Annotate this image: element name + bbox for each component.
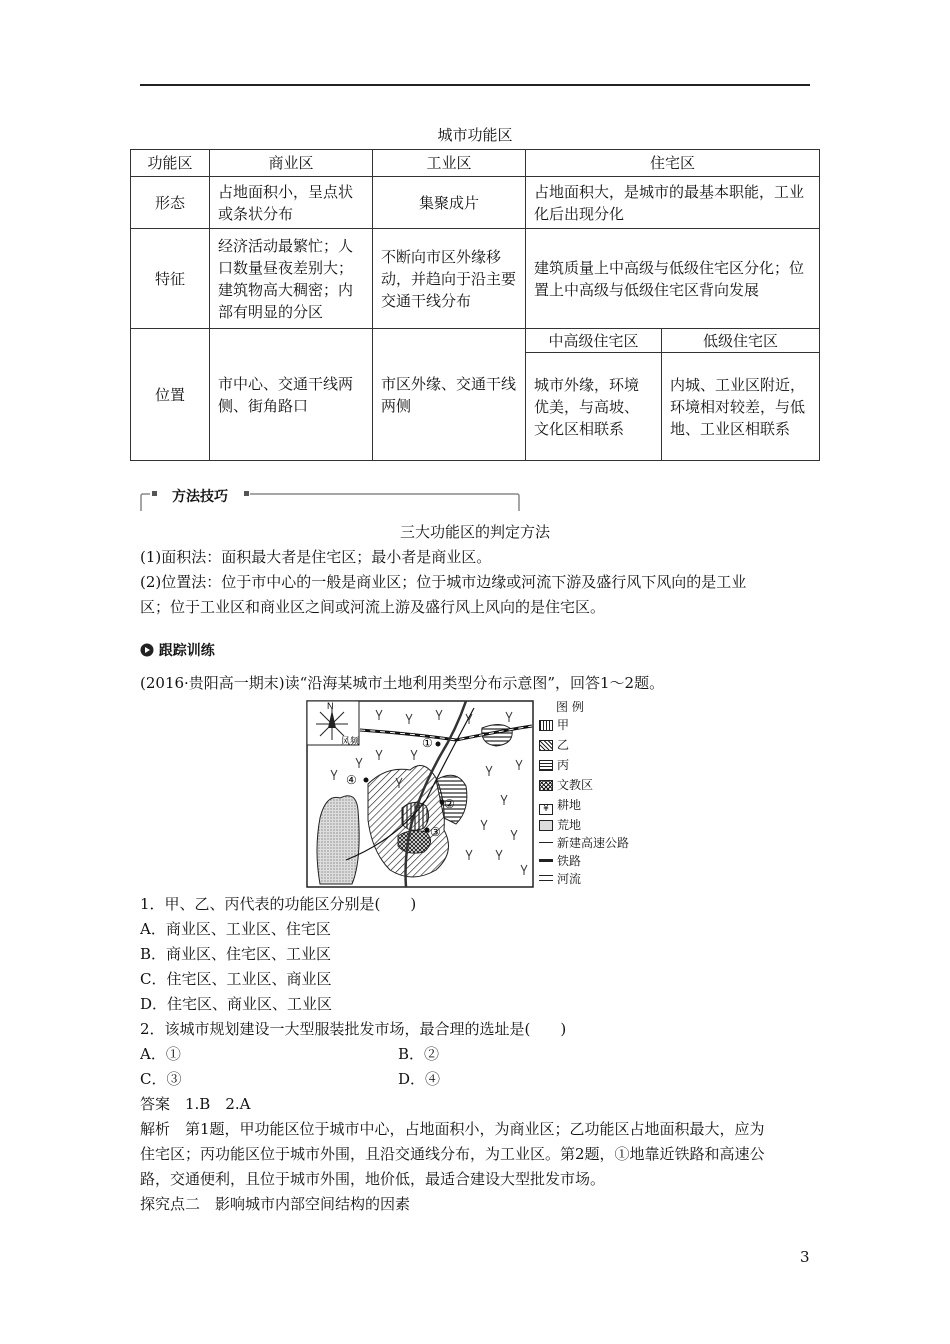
play-circle-icon	[140, 643, 154, 657]
table-cell: 城市外缘，环境优美，与高坡、文化区相联系	[526, 353, 662, 461]
question-1: 1．甲、乙、丙代表的功能区分别是( )	[140, 895, 417, 913]
table-cell: 内城、工业区附近，环境相对较差，与低地、工业区相联系	[662, 353, 820, 461]
legend-swatch	[539, 780, 553, 791]
legend-item: 乙	[539, 738, 569, 752]
legend-item: 丙	[539, 758, 569, 772]
method-label: 方法技巧	[172, 489, 228, 505]
marker-1: ①	[422, 736, 433, 750]
table-cell: 占地面积小，呈点状或条状分布	[210, 177, 373, 229]
question-2: 2．该城市规划建设一大型服装批发市场，最合理的选址是( )	[140, 1020, 567, 1038]
legend-title: 图 例	[556, 700, 584, 714]
table-cell: 占地面积大，是城市的最基本职能，工业化后出现分化	[526, 177, 820, 229]
header-cell: 工业区	[373, 150, 526, 177]
table-cell: 不断向市区外缘移动，并趋向于沿主要交通干线分布	[373, 229, 526, 329]
expressway-icon	[539, 842, 553, 843]
farmland-icon: ¥	[539, 804, 553, 815]
education-area	[398, 831, 431, 853]
analysis-line-3: 路，交通便利，且位于城市外围，地价低，最适合建设大型批发市场。	[140, 1170, 606, 1188]
header-cell: 商业区	[210, 150, 373, 177]
marker-3: ③	[430, 825, 441, 839]
method-p2-line2: 区；位于工业区和商业区之间或河流上游及盛行风上风向的是住宅区。	[140, 598, 606, 616]
table-cell: 集聚成片	[373, 177, 526, 229]
table-cell: 经济活动最繁忙；人口数量昼夜差别大；建筑物高大稠密；内部有明显的分区	[210, 229, 373, 329]
subheader-cell: 低级住宅区	[662, 329, 820, 353]
subheader-cell: 中高级住宅区	[526, 329, 662, 353]
table-cell: 建筑质量上中高级与低级住宅区分化；位置上中高级与低级住宅区背向发展	[526, 229, 820, 329]
page-number: 3	[800, 1248, 810, 1266]
q2-option-c: C．③	[140, 1070, 182, 1088]
wind-label: 风频	[341, 736, 360, 746]
north-label: N	[327, 701, 334, 711]
legend-item: 河流	[539, 872, 581, 886]
training-intro: (2016·贵阳高一期末)读“沿海某城市土地利用类型分布示意图”，回答1～2题。	[140, 674, 665, 692]
row-label: 形态	[131, 177, 210, 229]
legend-item: 新建高速公路	[539, 836, 629, 850]
answer: 答案 1.B 2.A	[140, 1095, 251, 1113]
row-label: 特征	[131, 229, 210, 329]
training-label: 跟踪训练	[158, 643, 215, 659]
method-tips-box	[140, 484, 520, 512]
legend-item: ¥ 耕地	[539, 798, 581, 815]
header-cell: 功能区	[131, 150, 210, 177]
table-cell: 市中心、交通干线两侧、街角路口	[210, 329, 373, 461]
header-rule	[140, 84, 810, 86]
q1-option-d: D．住宅区、商业区、工业区	[140, 995, 333, 1013]
table-cell: 市区外缘、交通干线两侧	[373, 329, 526, 461]
analysis-line-1: 解析 第1题，甲功能区位于城市中心，占地面积小，为商业区；乙功能区占地面积最大，应为	[140, 1120, 765, 1138]
header-cell: 住宅区	[526, 150, 820, 177]
legend-item: 铁路	[539, 854, 581, 868]
legend-swatch	[539, 720, 553, 731]
legend-item: 荒地	[539, 818, 581, 832]
railway-icon	[539, 859, 553, 862]
analysis-line-2: 住宅区；丙功能区位于城市外围，且沿交通线分布，为工业区。第2题，①地靠近铁路和高速公	[140, 1145, 765, 1163]
river-icon	[539, 875, 553, 881]
marker-2: ②	[444, 797, 455, 811]
training-heading	[140, 640, 215, 660]
next-section-heading: 探究点二 影响城市内部空间结构的因素	[140, 1195, 411, 1213]
table-caption: 城市功能区	[437, 126, 513, 144]
marker-4: ④	[346, 773, 357, 787]
q2-option-d: D．④	[398, 1070, 441, 1088]
row-label: 位置	[131, 329, 210, 461]
function-zone-table	[130, 149, 820, 461]
q2-option-a: A．①	[140, 1045, 181, 1063]
q1-option-c: C．住宅区、工业区、商业区	[140, 970, 332, 988]
q1-option-a: A．商业区、工业区、住宅区	[140, 920, 331, 938]
legend-swatch	[539, 760, 553, 771]
method-title: 三大功能区的判定方法	[399, 523, 550, 541]
method-p1: (1)面积法：面积最大者是住宅区；最小者是商业区。	[140, 548, 492, 566]
method-p2-line1: (2)位置法：位于市中心的一般是商业区；位于城市边缘或河流下游及盛行风下风向的是工业	[140, 573, 747, 591]
wasteland-area	[317, 796, 359, 884]
q2-option-b: B．②	[398, 1045, 440, 1063]
legend-item: 文教区	[539, 778, 593, 792]
legend-swatch	[539, 820, 553, 831]
q1-option-b: B．商业区、住宅区、工业区	[140, 945, 332, 963]
commercial-area	[402, 802, 429, 830]
legend-item: 甲	[539, 718, 569, 732]
legend-swatch	[539, 740, 553, 751]
